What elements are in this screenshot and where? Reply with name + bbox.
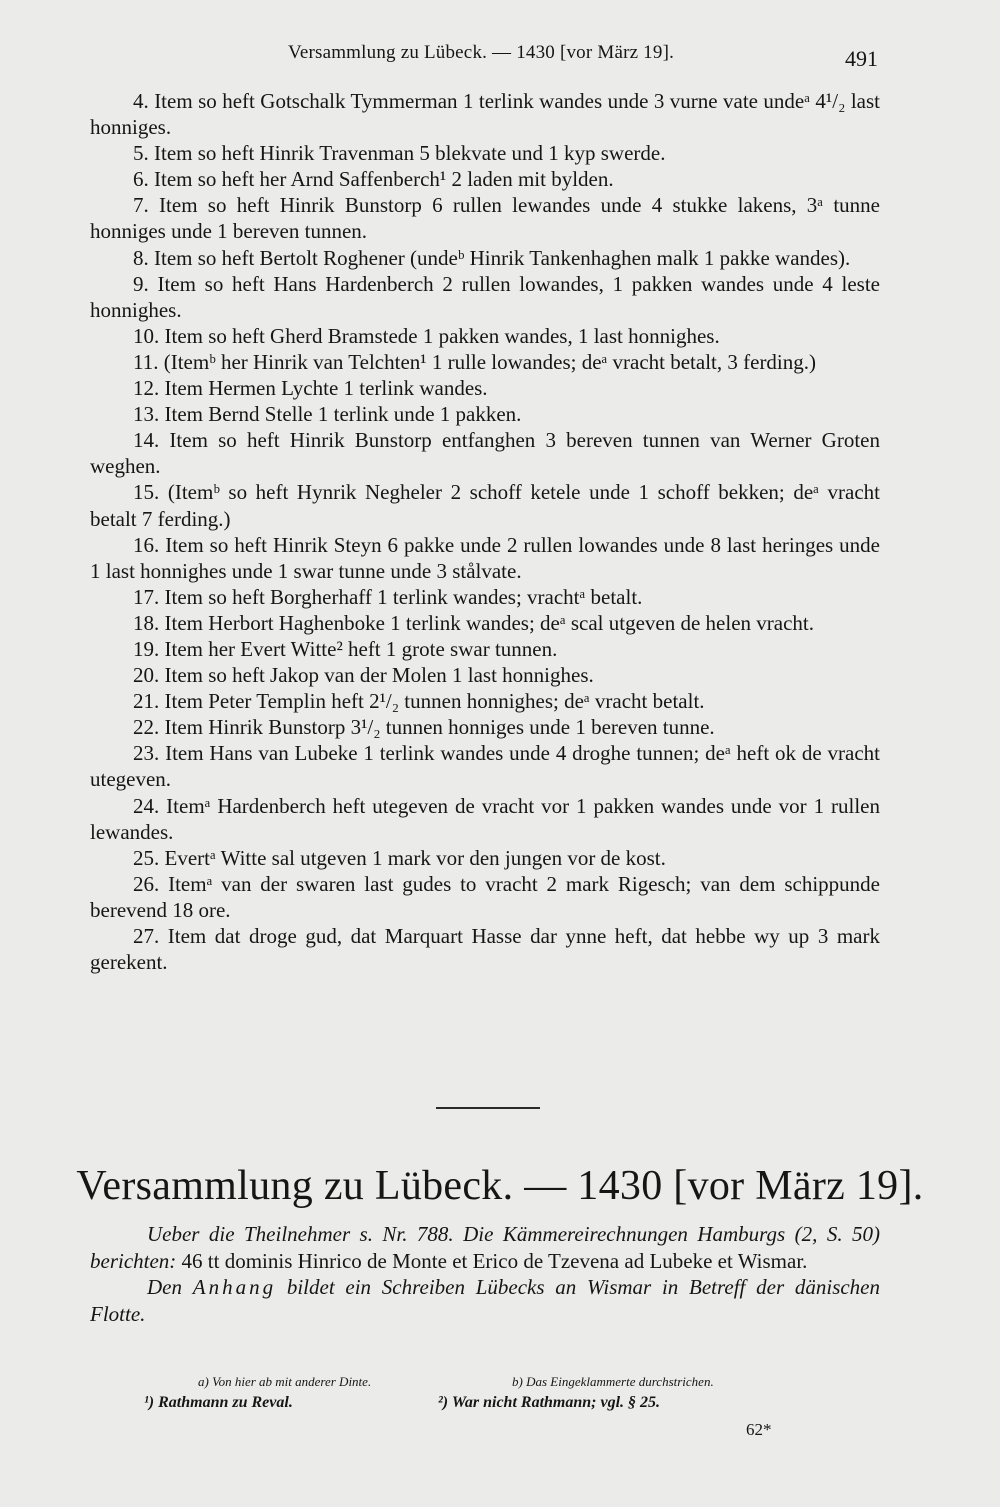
entry-6: 6. Item so heft her Arnd Saffenberch¹ 2 laden mit bylden. bbox=[133, 167, 614, 192]
entry-13: 13. Item Bernd Stelle 1 terlink unde 1 pakken. bbox=[133, 402, 522, 427]
entry-15: 15. (Itemᵇ so heft Hynrik Negheler 2 schoff ketele unde 1 schoff bekken; deᵃ vracht betalt 7 ferding.) bbox=[90, 480, 880, 531]
entry-21: 21. Item Peter Templin heft 2¹/₂ tunnen honnighes; deᵃ vracht betalt. bbox=[133, 689, 705, 714]
entry-19: 19. Item her Evert Witte² heft 1 grote swar tunnen. bbox=[133, 636, 558, 661]
entry-27: 27. Item dat droge gud, dat Marquart Hasse dar ynne heft, dat hebbe wy up 3 mark gerekent. bbox=[90, 924, 880, 975]
entry-9: 9. Item so heft Hans Hardenberch 2 rullen lowandes, 1 pakken wandes unde 4 leste honnighes. bbox=[90, 271, 880, 322]
entry-16: 16. Item so heft Hinrik Steyn 6 pakke unde 2 rullen lowandes unde 8 last heringes unde 1 last honnighes unde 1 swar tunne unde 3 stålvate. bbox=[90, 532, 880, 583]
intro-italic-text: Ueber die Theilnehmer s. Nr. 788. Die Kämmereirechnungen Hamburgs (2, S. 50) berichten: bbox=[90, 1222, 880, 1273]
appendix-lead: Den bbox=[147, 1275, 182, 1299]
entry-4: 4. Item so heft Gotschalk Tymmerman 1 terlink wandes unde 3 vurne vate undeᵃ 4¹/₂ last honniges. bbox=[90, 89, 880, 140]
entry-22: 22. Item Hinrik Bunstorp 3¹/₂ tunnen honniges unde 1 bereven tunne. bbox=[133, 715, 715, 740]
running-title: Versammlung zu Lübeck. — 1430 [vor März 19]. bbox=[288, 42, 675, 63]
footnote-2: ²) War nicht Rathmann; vgl. § 25. bbox=[438, 1394, 661, 1411]
page-number: 491 bbox=[845, 46, 878, 71]
section-intro bbox=[90, 1221, 880, 1327]
entry-7: 7. Item so heft Hinrik Bunstorp 6 rullen lewandes unde 4 stukke lakens, 3ᵃ tunne honniges unde 1 bereven tunnen. bbox=[90, 193, 880, 244]
entry-list bbox=[90, 88, 880, 975]
entry-26: 26. Itemᵃ van der swaren last gudes to vracht 2 mark Rigesch; van dem schippunde berevend 18 ore. bbox=[90, 871, 880, 922]
entry-20: 20. Item so heft Jakop van der Molen 1 last honnighes. bbox=[133, 663, 594, 688]
entry-23: 23. Item Hans van Lubeke 1 terlink wandes unde 4 droghe tunnen; deᵃ heft ok de vracht utegeven. bbox=[90, 741, 880, 792]
entry-24: 24. Itemᵃ Hardenberch heft utegeven de vracht vor 1 pakken wandes unde vor 1 rullen lewandes. bbox=[90, 793, 880, 844]
intro-paragraph-participants bbox=[90, 1221, 880, 1274]
intro-paragraph-appendix bbox=[90, 1274, 880, 1327]
page-header bbox=[0, 42, 1000, 72]
section-title: Versammlung zu Lübeck. — 1430 [vor März 19]. bbox=[76, 1163, 924, 1209]
appendix-spaced-word: Anhang bbox=[192, 1275, 277, 1299]
entry-17: 17. Item so heft Borgherhaff 1 terlink wandes; vrachtᵃ betalt. bbox=[133, 584, 643, 609]
appendix-rest: bildet ein Schreiben Lübecks an Wismar in Betreff der dänischen Flotte. bbox=[90, 1275, 881, 1326]
entry-5: 5. Item so heft Hinrik Travenman 5 blekvate und 1 kyp swerde. bbox=[133, 141, 666, 166]
section-divider bbox=[436, 1107, 540, 1109]
entry-8: 8. Item so heft Bertolt Roghener (undeᵇ Hinrik Tankenhaghen malk 1 pakke wandes). bbox=[133, 245, 851, 270]
intro-plain-text: 46 tt dominis Hinrico de Monte et Erico de Tzevena ad Lubeke et Wismar. bbox=[181, 1248, 808, 1273]
entry-11: 11. (Itemᵇ her Hinrik van Telchten¹ 1 rulle lowandes; deᵃ vracht betalt, 3 ferding.) bbox=[133, 349, 817, 374]
entry-12: 12. Item Hermen Lychte 1 terlink wandes. bbox=[133, 376, 488, 401]
entry-14: 14. Item so heft Hinrik Bunstorp entfanghen 3 bereven tunnen van Werner Groten weghen. bbox=[90, 428, 880, 479]
note-a: a) Von hier ab mit anderer Dinte. bbox=[198, 1374, 372, 1389]
entry-18: 18. Item Herbort Haghenboke 1 terlink wandes; deᵃ scal utgeven de helen vracht. bbox=[133, 610, 815, 635]
note-b: b) Das Eingeklammerte durchstrichen. bbox=[512, 1374, 714, 1389]
entry-10: 10. Item so heft Gherd Bramstede 1 pakken wandes, 1 last honnighes. bbox=[133, 323, 720, 348]
signature-mark: 62* bbox=[746, 1420, 772, 1439]
entry-25: 25. Evertᵃ Witte sal utgeven 1 mark vor den jungen vor de kost. bbox=[133, 845, 666, 870]
footnote-1: ¹) Rathmann zu Reval. bbox=[144, 1394, 293, 1411]
